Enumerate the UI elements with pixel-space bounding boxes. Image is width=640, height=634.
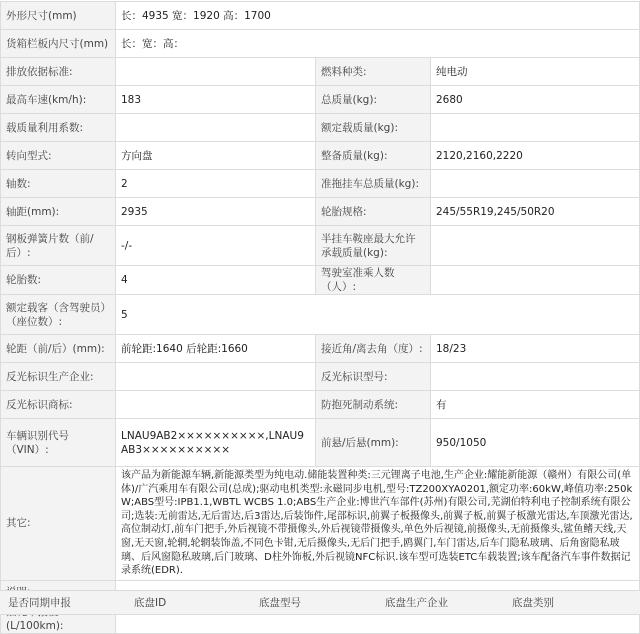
value-cargo: 长：宽：高： xyxy=(116,30,640,58)
header-same-period: 是否同期申报 xyxy=(8,597,71,609)
value-abs: 有 xyxy=(431,391,640,419)
value-reflect-brand xyxy=(116,391,316,419)
row-dimensions xyxy=(1,2,640,30)
value-dimensions: 长：4935 宽：1920 高：1700 xyxy=(116,2,640,30)
label-cab-capacity: 驾驶室准乘人数（人）: xyxy=(316,266,431,295)
value-total-mass: 2680 xyxy=(431,86,640,114)
row-track xyxy=(1,335,640,363)
value-wheelbase: 2935 xyxy=(116,198,316,226)
label-load-util: 载质量利用系数: xyxy=(1,114,116,142)
value-saddle-mass xyxy=(431,226,640,266)
row-reflect-brand xyxy=(1,391,640,419)
label-wheelbase: 轴距(mm): xyxy=(1,198,116,226)
label-total-mass: 总质量(kg): xyxy=(316,86,431,114)
label-curb-mass: 整备质量(kg): xyxy=(316,142,431,170)
label-other: 其它: xyxy=(1,467,116,581)
value-vin: LNAU9AB2××××××××××,LNAU9AB3×××××××××× xyxy=(116,419,316,467)
header-chassis-category: 底盘类别 xyxy=(512,597,554,609)
value-reflect-mfr xyxy=(116,363,316,391)
label-rated-load: 额定载质量(kg): xyxy=(316,114,431,142)
value-emission xyxy=(116,58,316,86)
label-seats: 额定载客（含驾驶员）（座位数）: xyxy=(1,295,116,335)
value-cab-capacity xyxy=(431,266,640,295)
label-trailer-mass: 准拖挂车总质量(kg): xyxy=(316,170,431,198)
row-axles xyxy=(1,170,640,198)
row-seats xyxy=(1,295,640,335)
label-reflect-mfr: 反光标识生产企业: xyxy=(1,363,116,391)
label-springs: 钢板弹簧片数（前/后）: xyxy=(1,226,116,266)
label-saddle-mass: 半挂车鞍座最大允许承载质量(kg): xyxy=(316,226,431,266)
row-vin xyxy=(1,419,640,467)
label-tire-count: 轮胎数: xyxy=(1,266,116,295)
label-abs: 防抱死制动系统: xyxy=(316,391,431,419)
label-steering: 转向型式: xyxy=(1,142,116,170)
value-tire-spec: 245/55R19,245/50R20 xyxy=(431,198,640,226)
label-dimensions: 外形尺寸(mm) xyxy=(1,2,116,30)
header-chassis-id: 底盘ID xyxy=(134,597,167,609)
row-tires xyxy=(1,266,640,295)
value-fuel-type: 纯电动 xyxy=(431,58,640,86)
value-overhang: 950/1050 xyxy=(431,419,640,467)
row-other xyxy=(1,467,640,581)
vehicle-spec-table xyxy=(0,1,640,634)
label-reflect-model: 反光标识型号: xyxy=(316,363,431,391)
value-seats: 5 xyxy=(116,295,640,335)
value-max-speed: 183 xyxy=(116,86,316,114)
value-tire-count: 4 xyxy=(116,266,316,295)
label-cargo: 货箱栏板内尺寸(mm) xyxy=(1,30,116,58)
row-springs xyxy=(1,226,640,266)
row-cargo xyxy=(1,30,640,58)
row-wheelbase xyxy=(1,198,640,226)
label-angles: 接近角/离去角（度）: xyxy=(316,335,431,363)
label-max-speed: 最高车速(km/h): xyxy=(1,86,116,114)
value-angles: 18/23 xyxy=(431,335,640,363)
row-speed xyxy=(1,86,640,114)
value-load-util xyxy=(116,114,316,142)
value-track: 前轮距:1640 后轮距:1660 xyxy=(116,335,316,363)
label-axles: 轴数: xyxy=(1,170,116,198)
label-tire-spec: 轮胎规格: xyxy=(316,198,431,226)
header-chassis-model: 底盘型号 xyxy=(259,597,301,609)
label-vin: 车辆识别代号（VIN）: xyxy=(1,419,116,467)
value-reflect-model xyxy=(431,363,640,391)
chassis-table-header xyxy=(0,590,640,615)
value-other: 该产品为新能源车辆,新能源类型为纯电动.储能装置种类:三元锂离子电池,生产企业:耀能新能源（赣州）有限公司(单体)/广汽乘用车有限公司(总成);驱动电机类型:永磁同步电机,型号:TZ200XYA0201,额定功率:60kW,峰值功率:250kW;ABS型号:IPB1.1,WBTL WCBS 1.0;ABS生产企业:博世汽车部件(苏州)有限公司,芜湖伯特利电子控制系统有限公司;选装:无前雷达,无后雷达,后3雷达,后装饰件,尾部标识,前翼子板摄像头,前翼子板,前翼子板激光雷达,车顶激光雷达,高位制动灯,前车门把手,外后视镜不带摄像头,外后视镜带摄像头,单色外后视镜,前摄像头,无前摄像头,鲨鱼鳍天线,天窗,无天窗,轮辋,轮辋装饰盖,不同色卡钳,无后摄像头,无后门把手,鸥翼门,车门雷达,后车门隐私玻璃、后角窗隐私玻璃、后风窗隐私玻璃,后门玻璃、D柱外饰板,外后视镜NFC标识.该车型可选装ETC车载装置;该车配备汽车事件数据记录系统(EDR). xyxy=(116,467,640,581)
header-chassis-mfr: 底盘生产企业 xyxy=(385,597,448,609)
value-springs: -/- xyxy=(116,226,316,266)
value-axles: 2 xyxy=(116,170,316,198)
label-track: 轮距（前/后）(mm): xyxy=(1,335,116,363)
row-steering xyxy=(1,142,640,170)
label-emission: 排放依据标准: xyxy=(1,58,116,86)
row-load-util xyxy=(1,114,640,142)
row-reflect-mfr xyxy=(1,363,640,391)
value-rated-load xyxy=(431,114,640,142)
label-overhang: 前悬/后悬(mm): xyxy=(316,419,431,467)
value-curb-mass: 2120,2160,2220 xyxy=(431,142,640,170)
label-reflect-brand: 反光标识商标: xyxy=(1,391,116,419)
label-fuel-type: 燃料种类: xyxy=(316,58,431,86)
label-fuel-consumption: (L/100km): xyxy=(1,604,116,633)
value-trailer-mass xyxy=(431,170,640,198)
value-steering: 方向盘 xyxy=(116,142,316,170)
row-emission xyxy=(1,58,640,86)
